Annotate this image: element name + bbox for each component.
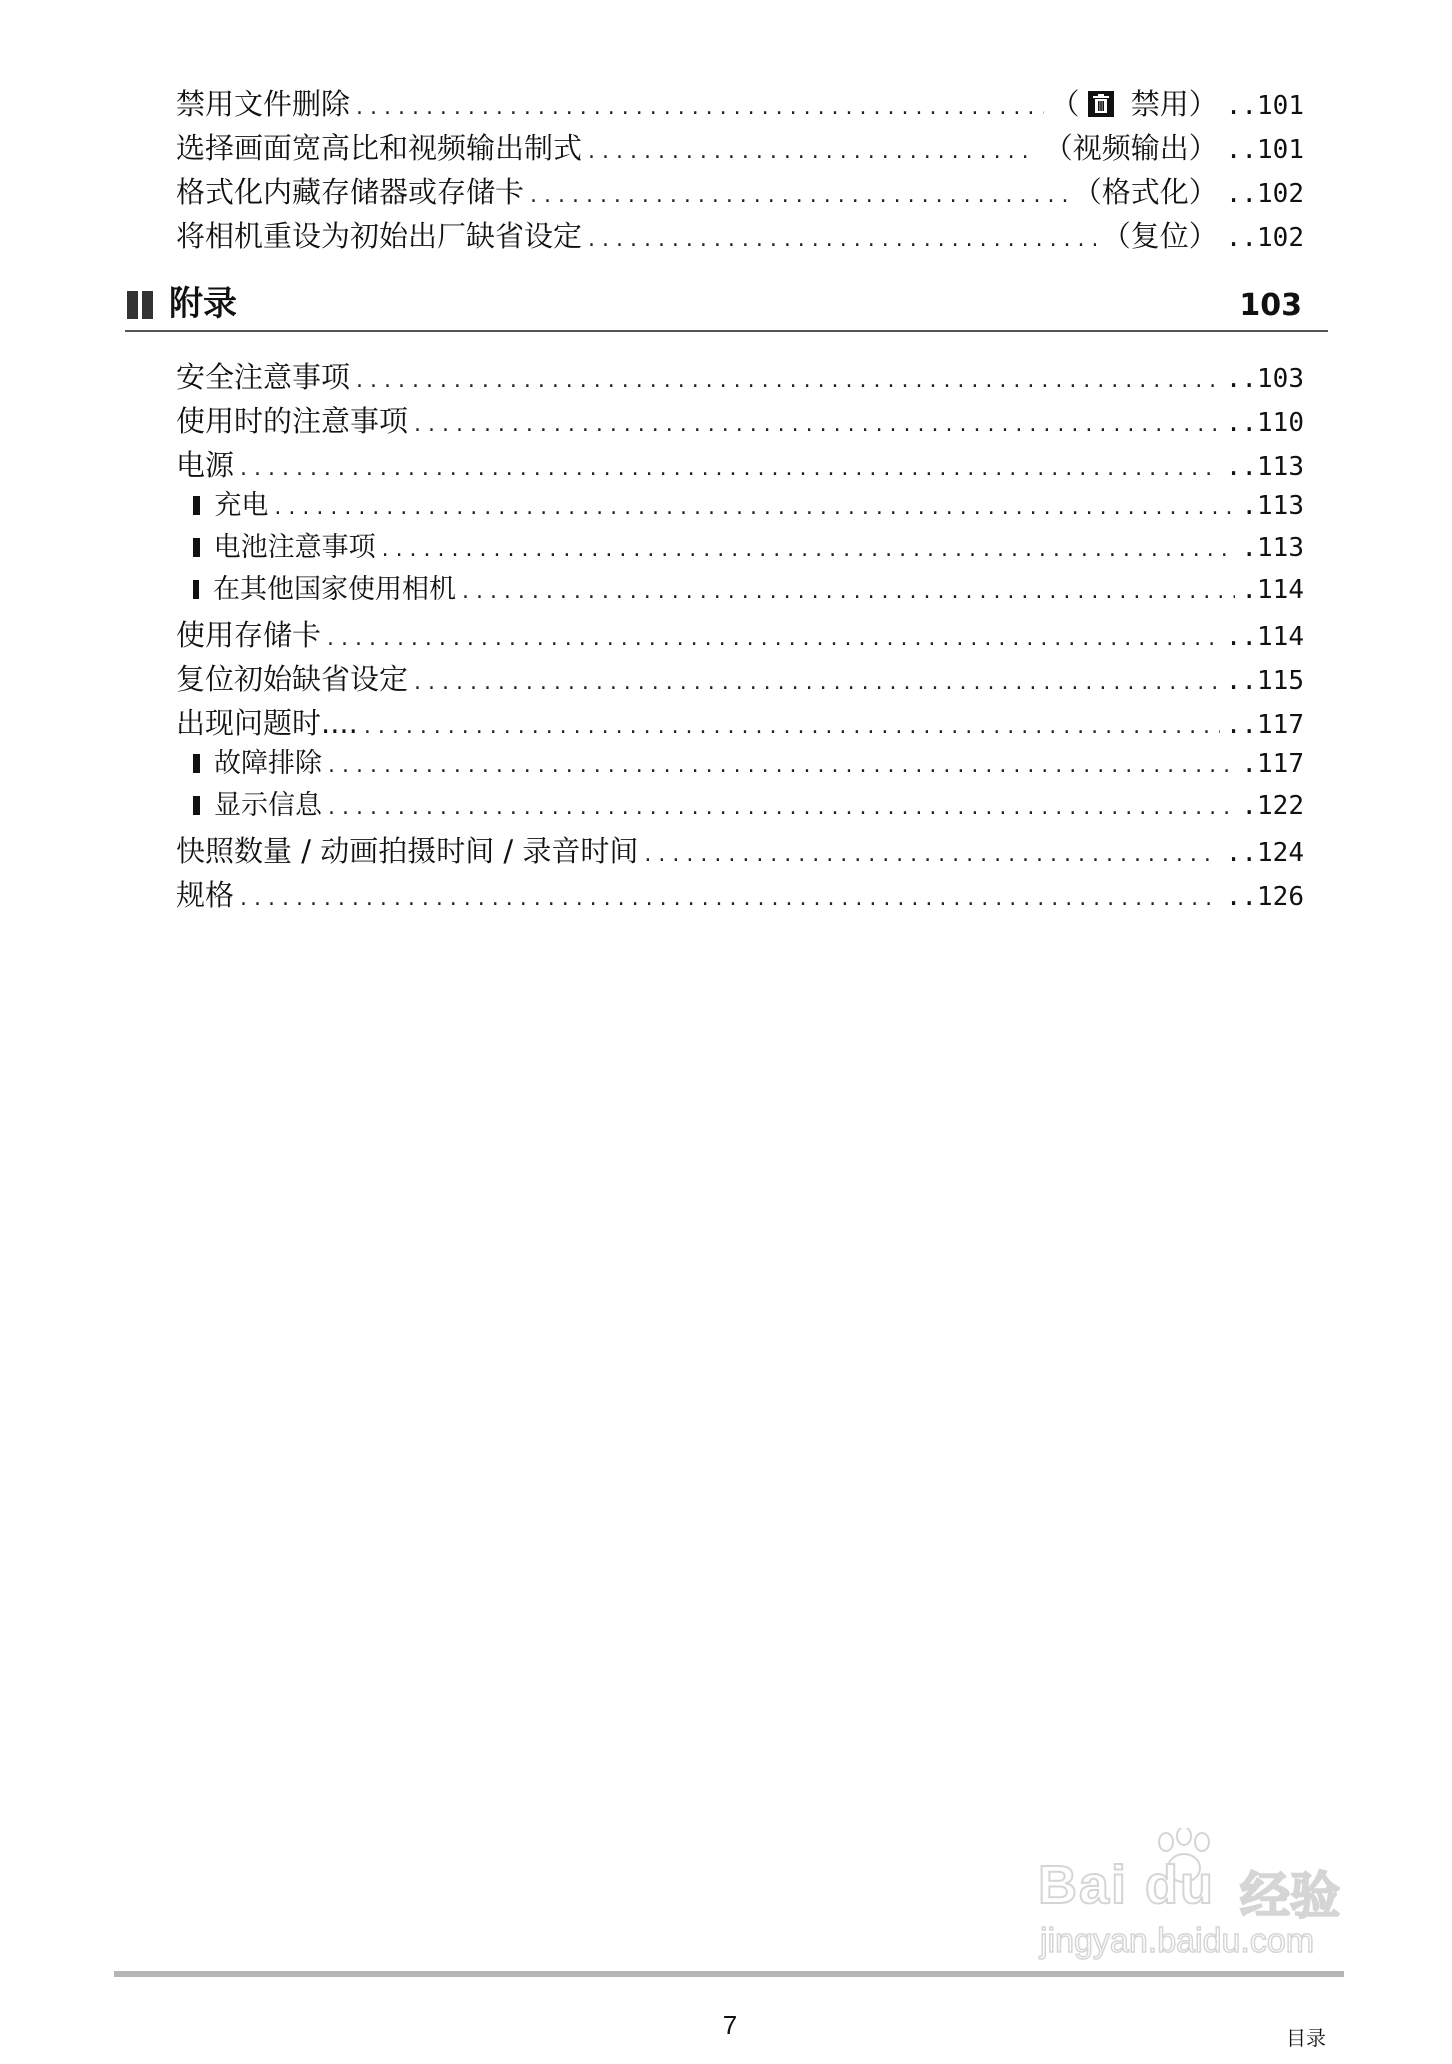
toc-entry-label: 故障排除: [214, 748, 322, 779]
toc-entry-page: ..103: [1225, 364, 1304, 394]
toc-entry[interactable]: [176, 659, 1304, 699]
toc-entry-page: .122: [1241, 791, 1304, 821]
toc-entry-note: （格式化）: [1072, 175, 1218, 209]
dot-leader: [414, 405, 1220, 445]
toc-entry-page: ..117: [1225, 710, 1304, 740]
toc-entry-label: 规格: [176, 878, 235, 912]
toc-entry-page: ..114: [1225, 622, 1304, 652]
dot-leader: [328, 788, 1235, 828]
toc-subentry[interactable]: [193, 744, 1304, 784]
watermark-url: jingyan.baidu.com: [1040, 1922, 1315, 1960]
bullet-icon: [193, 538, 200, 557]
toc-subentry[interactable]: [193, 570, 1304, 610]
dot-leader: [240, 879, 1220, 919]
toc-entry-format[interactable]: [176, 172, 1304, 212]
toc-entry-page: ..101: [1225, 135, 1304, 165]
toc-entry-label: 快照数量 / 动画拍摄时间 / 录音时间: [176, 834, 639, 868]
dot-leader: [462, 572, 1235, 612]
dot-leader: [328, 746, 1235, 786]
toc-subentry[interactable]: [193, 528, 1304, 568]
trash-icon: [1088, 91, 1114, 117]
watermark-brand: Bai du: [1038, 1855, 1216, 1915]
dot-leader: [356, 361, 1220, 401]
toc-entry-label: 复位初始缺省设定: [176, 662, 409, 696]
toc-entry[interactable]: [176, 831, 1304, 871]
section-page: 103: [1239, 288, 1302, 323]
toc-entry-label: 将相机重设为初始出厂缺省设定: [176, 219, 583, 253]
toc-entry-page: .117: [1241, 749, 1304, 779]
dot-leader: [327, 619, 1220, 659]
dot-leader: [382, 530, 1236, 570]
toc-entry-label: 禁用文件删除: [176, 87, 351, 121]
toc-entry-label: 安全注意事项: [176, 360, 351, 394]
toc-entry-note: （ 禁用）: [1050, 87, 1218, 121]
toc-entry[interactable]: [176, 875, 1304, 915]
dot-leader: [364, 707, 1220, 747]
toc-subentry[interactable]: [193, 486, 1304, 526]
section-marker-icon: [127, 291, 157, 323]
toc-subentry[interactable]: [193, 786, 1304, 826]
toc-entry-page: ..113: [1225, 452, 1304, 482]
dot-leader: [588, 132, 1038, 172]
section-header-appendix[interactable]: [125, 284, 1328, 332]
toc-entry-page: ..101: [1225, 91, 1304, 121]
toc-entry-page: ..102: [1225, 223, 1304, 253]
toc-entry-label: 使用存储卡: [176, 618, 322, 652]
toc-entry[interactable]: [176, 703, 1304, 743]
toc-entry-page: ..126: [1225, 882, 1304, 912]
bullet-icon: [193, 496, 200, 515]
toc-entry-page: ..110: [1225, 408, 1304, 438]
toc-entry-label: 选择画面宽高比和视频输出制式: [176, 131, 583, 165]
toc-entry[interactable]: [176, 445, 1304, 485]
toc-entry-label: 充电: [214, 490, 269, 521]
dot-leader: [274, 488, 1235, 528]
toc-entry-label: 在其他国家使用相机: [212, 574, 456, 605]
toc-entry-note: （视频输出）: [1043, 131, 1218, 165]
bullet-icon: [193, 796, 200, 815]
toc-entry-label: 电池注意事项: [213, 532, 376, 563]
toc-entry-label: 使用时的注意事项: [176, 404, 409, 438]
footer-section-label[interactable]: 目录: [1286, 2026, 1326, 2050]
toc-entry[interactable]: [176, 615, 1304, 655]
toc-entry-label: 格式化内藏存储器或存储卡: [176, 175, 525, 209]
dot-leader: [414, 663, 1220, 703]
toc-entry[interactable]: [176, 401, 1304, 441]
toc-entry-page: ..115: [1225, 666, 1304, 696]
baidu-watermark: [1030, 1842, 1370, 1962]
bullet-icon: [193, 580, 199, 599]
dot-leader: [240, 449, 1220, 489]
footer-rule: [114, 1971, 1344, 1977]
dot-leader: [356, 88, 1044, 128]
toc-entry[interactable]: [176, 357, 1304, 397]
toc-entry-page: .113: [1241, 533, 1304, 563]
toc-entry-video-output[interactable]: [176, 128, 1304, 168]
section-title: 附录: [169, 284, 237, 324]
bullet-icon: [193, 754, 200, 773]
page-number: 7: [722, 2010, 738, 2040]
toc-entry-label: 电源: [176, 448, 235, 482]
dot-leader: [588, 220, 1096, 260]
toc-entry-reset[interactable]: [176, 216, 1304, 256]
toc-entry-disable-delete[interactable]: [176, 84, 1304, 124]
toc-entry-page: .113: [1241, 491, 1304, 521]
watermark-product: 经验: [1240, 1867, 1340, 1925]
toc-entry-note: （复位）: [1101, 219, 1218, 253]
toc-entry-page: .114: [1241, 575, 1304, 605]
toc-entry-page: ..102: [1225, 179, 1304, 209]
dot-leader: [644, 835, 1219, 875]
toc-entry-label: 显示信息: [214, 790, 322, 821]
toc-entry-label: 出现问题时....: [176, 706, 358, 740]
dot-leader: [530, 176, 1067, 216]
toc-entry-page: ..124: [1225, 838, 1304, 868]
